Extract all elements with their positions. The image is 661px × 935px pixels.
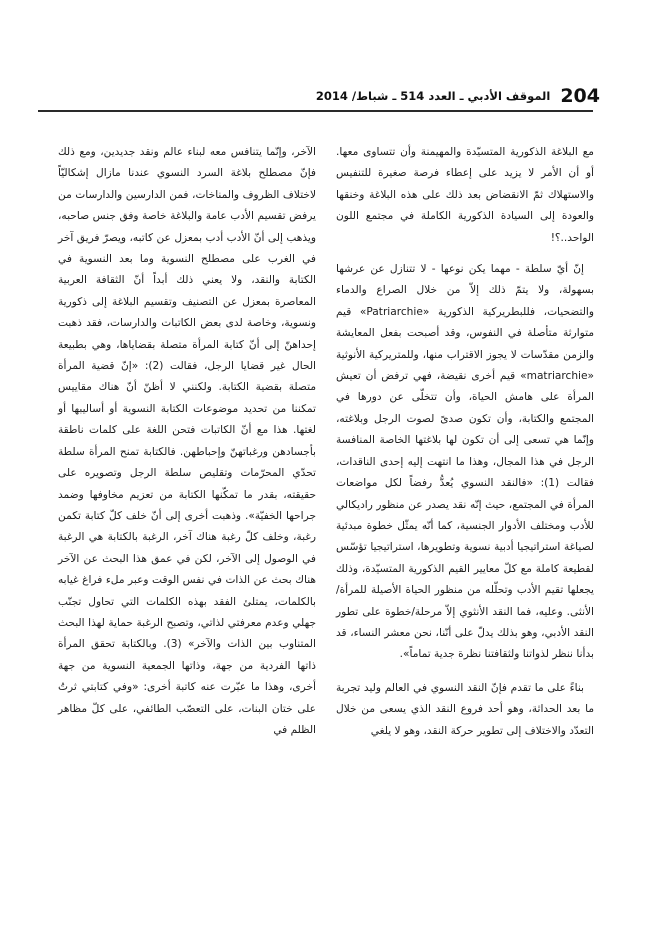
paragraph: إنّ أيّ سلطة - مهما يكن نوعها - لا تتنازل عن عرشها بسهولة، ولا يتمّ ذلك إلاّ من خلال الصراع والدماء والتضحيات، فللبطريركية الذكورية «Patriarchie» قيم متوارثة متأصلة في النفوس، وقد أصبحت بفعل المعايشة والزمن مقدّسات لا يجوز الاقتراب منها، وللمتريركية الأنوثية «matriarchie» قيم أخرى نقيضة، فهي ترفض أن تعيش المرأة على هامش الحياة، وأن تتخلّى عن دورها في المجتمع والكتابة، وأن تكون صدىً لصوت الرجل وبلاغته، وإنّما هي تسعى إلى أن تكون لها بلاغتها الخاصة المنافسة الرجل في هذا المجال، وهذا ما انتهت إليه إحدى الناقدات، فقالت (1): «فالنقد النسوي يُعدُّ رفضاً لكل مواضعات المرأة في المجتمع، حيث إنّه نقد يصدر عن منظور راديكالي للأدب ومختلف الأدوار الجنسية، كما أنّه يمثّل خطوة مبدئية لصياغة استراتيجيا أدبية نسوية وتطويرها، استراتيجيا تؤسّس لقطيعة كاملة مع كلّ معايير القيم الذكورية المتسيّدة، وذلك يجعلها تقيم الأدب وتحلّله من منظور الحياة الأصيلة للمرأة/الأنثى. وعليه، فما النقد الأنثوي إلاّ مرحلة/خطوة على تطور النقد الأدبي، وهو بذلك يدلّ على أنّنا، نحن معشر النساء، قد بدأنا ننظر لذواتنا ولثقافتنا نظرة جدية تماماً». bbox=[336, 263, 594, 661]
page-number: 204 bbox=[560, 85, 600, 107]
page-header bbox=[60, 82, 600, 106]
running-head: الموقف الأدبي ـ العدد 514 ـ شباط/ 2014 bbox=[315, 89, 551, 103]
right-column bbox=[336, 142, 594, 742]
paragraph: بناءً على ما تقدم فإنّ النقد النسوي في العالم وليد تجربة ما بعد الحداثة، وهو أحد فروع النقد الذي يسعى من خلال التعدّد والاختلاف إلى تطوير حركة النقد، وهو لا يلغي bbox=[336, 681, 594, 737]
paragraph: مع البلاغة الذكورية المتسيّدة والمهيمنة وأن تتساوى معها. أو أن الأمر لا يزيد على إعطاء فرصة صغيرة للتنفيس والاستهلاك ثمّ الانقضاض بعد ذلك على هذه البلاغة وخنقها والعودة إلى السيادة الذكورية الكاملة في مجتمع اللون الواحد..؟! bbox=[336, 146, 594, 244]
left-column bbox=[58, 142, 316, 741]
header-rule bbox=[38, 110, 593, 112]
paragraph: الآخر، وإنّما يتنافس معه لبناء عالم ونقد جديدين، ومع ذلك فإنّ مصطلح بلاغة السرد النسوي عندنا مازال إشكاليّاً لاختلاف الظروف والمناخات، فمن الدارسين والدارسات من يرفض تقسيم الأدب عامة والبلاغة خاصة وفق جنس صاحبه، ويذهب إلى أنّ الأدب أدب بمعزل عن كاتبه، ويصرّ فريق آخر في الغرب على مصطلح النسوية وما بعد النسوية في الكتابة والنقد، ولا يعني ذلك أبداً أنّ الثقافة العربية المعاصرة بمعزل عن التصنيف وتقسيم البلاغة إلى ذكورية ونسوية، وخاصة لدى بعض الكاتبات والدارسات، فقد ذهبت إحداهنّ إلى أنّ كتابة المرأة متصلة بقضاياها، وهي بطبيعة الحال غير قضايا الرجل، فقالت (2): «إنّ قضية المرأة متصلة بقضية الكتابة. ولكنني لا أظنّ أنّ هناك مقاييس تمكننا من تحديد موضوعات الكتابة النسوية أو أساليبها أو لغتها. هذا مع أنّ الكاتبات فتحن اللغة على كلمات ناطقة بأجسادهن ورغباتهنّ وإحباطهن. فالكتابة تمنح المرأة سلطة تحدّي المحرّمات وتقليص سلطة الرجل وتصويره على حقيقته، بقدر ما تمكّنها الكتابة من تعزيم مخاوفها وضمد جراحها الخفيّة». وذهبت أخرى إلى أنّ خلف كلّ كتابة تكمن رغبة، وخلف كلّ رغبة هناك آخر، الرغبة بالكتابة هي الرغبة في الوصول إلى الآخر، لكن في عمق هذا البحث عن الآخر هناك بحث عن الذات في نفس الوقت وعبر ملء فراغ غيابه بالكلمات، يمتلئ الفقد بهذه الكلمات التي تحاول تجنّب جهلي وعدم معرفتي لذاتي، وتصبح الرغبة حماية لهذا البحث المتناوب بين الذات والآخر» (3). وبالكتابة تحقق المرأة ذاتها الفردية من جهة، وذاتها الجمعية النسوية من جهة أخرى، وهذا ما عبّرت عنه كاتبة أخرى: «وفي كتابتي ثرتُ على ختان البنات، على التعصّب الطائفي، على كلّ مظاهر الظلم في bbox=[58, 146, 316, 736]
